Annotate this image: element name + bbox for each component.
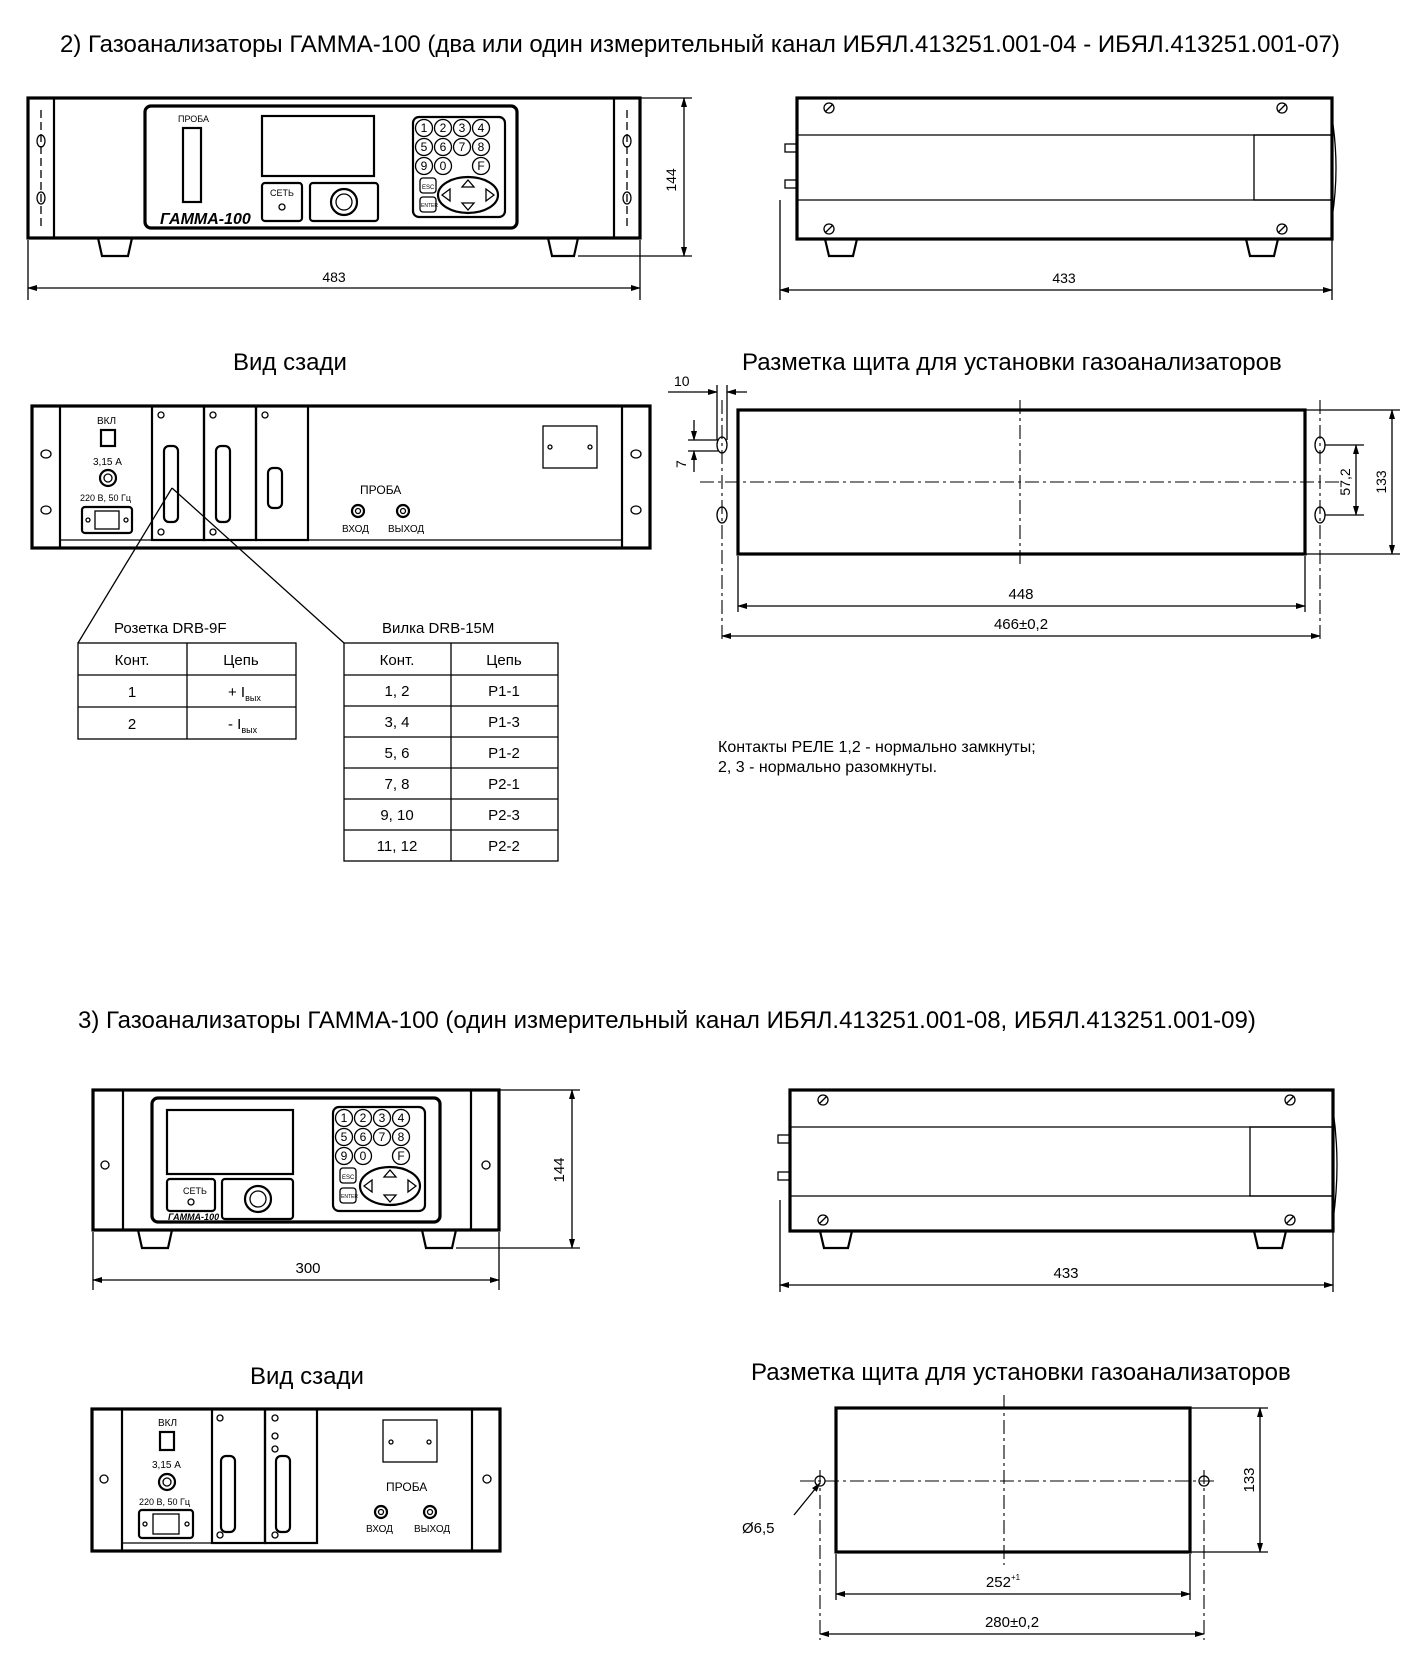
connector-icon bbox=[785, 180, 797, 188]
cover-plate-3 bbox=[383, 1420, 437, 1462]
dim-dia-6-5: Ø6,5 bbox=[742, 1520, 775, 1537]
relay-note-line-2: 2, 3 - нормально разомкнуты. bbox=[718, 759, 938, 776]
dim-144-3: 144 bbox=[551, 1157, 568, 1183]
fuse-holder-icon bbox=[100, 470, 116, 486]
foot-icon bbox=[820, 1231, 852, 1248]
drb-15m-plug-3 bbox=[276, 1456, 290, 1532]
keypad-keys-3 bbox=[336, 1110, 410, 1165]
enter-key-label: ENTER bbox=[421, 203, 438, 209]
foot-icon bbox=[422, 1230, 456, 1248]
esc-key-label: ESC bbox=[422, 185, 435, 191]
keypad-keys bbox=[416, 120, 490, 175]
set-label: СЕТЬ bbox=[270, 188, 294, 198]
keypad-key-label: 1 bbox=[340, 1111, 348, 1125]
keypad-key-label: 4 bbox=[397, 1111, 405, 1125]
socket-table-title: Розетка DRB-9F bbox=[114, 620, 227, 637]
drb-15m-plug bbox=[216, 446, 230, 522]
proba-label-2: ПРОБА bbox=[360, 483, 402, 497]
plug-row-circ: Р2-1 bbox=[488, 776, 520, 793]
keypad-key-label: 6 bbox=[359, 1130, 367, 1144]
dim-466: 466±0,2 bbox=[993, 616, 1049, 633]
gas-outlet-icon bbox=[424, 1506, 436, 1518]
dim-252: $252^{+1}$ bbox=[985, 1573, 1021, 1591]
socket-header-circ: Цепь bbox=[223, 652, 259, 669]
dim-133: 133 bbox=[1373, 470, 1389, 494]
socket-row-2-cont: 2 bbox=[127, 716, 137, 733]
drb-9f-socket-3 bbox=[221, 1456, 235, 1532]
dim-448: 448 bbox=[1008, 586, 1034, 603]
keypad-key-label: 6 bbox=[439, 140, 447, 154]
extra-connector bbox=[268, 468, 282, 508]
gas-outlet-icon bbox=[397, 505, 409, 517]
panel-title-3: Разметка щита для установки газоанализаторов bbox=[751, 1359, 1291, 1386]
arrow-pad bbox=[438, 177, 498, 213]
panel-title-2: Разметка щита для установки газоанализаторов bbox=[742, 349, 1282, 376]
keypad-key-label: 8 bbox=[397, 1130, 405, 1144]
rear-view-2 bbox=[32, 406, 650, 643]
fuse-holder-icon bbox=[159, 1474, 175, 1490]
drb-9f-socket bbox=[164, 446, 178, 522]
side-view-2 bbox=[780, 98, 1336, 300]
plug-row-circ: Р2-3 bbox=[488, 807, 520, 824]
arrow-down-icon bbox=[384, 1195, 396, 1202]
set-label-3: СЕТЬ bbox=[183, 1186, 207, 1196]
panel-cutout-2 bbox=[668, 373, 1400, 640]
dim-7: 7 bbox=[673, 460, 689, 468]
connector-icon bbox=[778, 1135, 790, 1143]
dim-144: 144 bbox=[663, 168, 679, 192]
plug-row-circ: Р1-3 bbox=[488, 714, 520, 731]
panel-cutout-3 bbox=[742, 1395, 1268, 1640]
foot-icon bbox=[138, 1230, 172, 1248]
section2-heading: 2) Газоанализаторы ГАММА-100 (два или один измерительный канал ИБЯЛ.413251.001-04 - ИБЯЛ.413251.001-07) bbox=[60, 31, 1340, 58]
mount-hole-icon bbox=[483, 1475, 491, 1483]
power-rating-label-3: 220 В, 50 Гц bbox=[139, 1497, 191, 1507]
mount-hole-icon bbox=[482, 1161, 490, 1169]
socket-row-1-circ: + $I_{вых}$ bbox=[228, 684, 261, 703]
front-view-3 bbox=[93, 1090, 580, 1290]
knob-icon[interactable] bbox=[245, 1186, 271, 1212]
power-switch[interactable] bbox=[101, 430, 115, 446]
gas-inlet-icon bbox=[375, 1506, 387, 1518]
keypad-key-label: F bbox=[397, 1149, 405, 1163]
keypad-key-label: 9 bbox=[420, 159, 428, 173]
keypad-key-label: 9 bbox=[340, 1149, 348, 1163]
display-screen bbox=[262, 116, 374, 176]
socket-table bbox=[78, 620, 296, 739]
socket-row-1-cont: 1 bbox=[127, 684, 137, 701]
plug-row-cont: 5, 6 bbox=[384, 745, 410, 762]
mount-hole-icon bbox=[100, 1475, 108, 1483]
mount-hole-icon bbox=[41, 450, 51, 458]
vhod-label: ВХОД bbox=[342, 524, 369, 535]
proba-label-3: ПРОБА bbox=[386, 1480, 428, 1494]
rear-title-3: Вид сзади bbox=[250, 1363, 364, 1390]
brand-label: ГАММА-100 bbox=[160, 211, 251, 228]
keypad-key-label: 5 bbox=[340, 1130, 348, 1144]
mount-hole-icon bbox=[41, 506, 51, 514]
arrow-up-icon bbox=[384, 1170, 396, 1177]
vkl-label-3: ВКЛ bbox=[158, 1418, 178, 1429]
keypad-key-label: 2 bbox=[359, 1111, 367, 1125]
arrow-right-icon bbox=[408, 1180, 416, 1192]
fuse-label-3: 3,15 А bbox=[152, 1460, 181, 1471]
keypad-key-label: 0 bbox=[439, 159, 447, 173]
power-switch-3[interactable] bbox=[160, 1432, 174, 1450]
right-rack-ear bbox=[614, 98, 640, 238]
foot-icon bbox=[1254, 1231, 1286, 1248]
keypad-key-label: 4 bbox=[477, 121, 485, 135]
keypad-key-label: 8 bbox=[477, 140, 485, 154]
arrow-down-icon bbox=[462, 203, 474, 210]
keypad-key-label: 1 bbox=[420, 121, 428, 135]
arrow-left-icon bbox=[442, 189, 450, 201]
keypad-key-label: 2 bbox=[439, 121, 447, 135]
plug-table bbox=[344, 620, 558, 861]
socket-header-cont: Конт. bbox=[114, 652, 150, 669]
plug-row-circ: Р1-2 bbox=[488, 745, 520, 762]
foot-icon bbox=[825, 239, 857, 256]
gas-inlet-icon bbox=[352, 505, 364, 517]
sample-window bbox=[183, 128, 201, 202]
plug-header-cont: Конт. bbox=[379, 652, 415, 669]
plug-header-circ: Цепь bbox=[486, 652, 522, 669]
vyhod-label-3: ВЫХОД bbox=[414, 1524, 451, 1535]
foot-icon bbox=[548, 238, 578, 256]
connector-icon bbox=[778, 1172, 790, 1180]
relay-note-line-1: Контакты РЕЛЕ 1,2 - нормально замкнуты; bbox=[718, 739, 1036, 756]
enter-key-label: ENTER bbox=[341, 1194, 358, 1200]
rear-title-2: Вид сзади bbox=[233, 349, 347, 376]
mount-hole-icon bbox=[631, 450, 641, 458]
keypad-key-label: 3 bbox=[458, 121, 466, 135]
mount-hole-icon bbox=[101, 1161, 109, 1169]
plug-row-circ: Р1-1 bbox=[488, 683, 520, 700]
dim-483: 483 bbox=[322, 269, 346, 285]
keypad-key-label: 3 bbox=[378, 1111, 386, 1125]
left-rack-ear bbox=[28, 98, 54, 238]
keypad-key-label: 0 bbox=[359, 1149, 367, 1163]
keypad-key-label: F bbox=[477, 159, 485, 173]
foot-icon bbox=[98, 238, 132, 256]
mount-hole-icon bbox=[631, 506, 641, 514]
vkl-label: ВКЛ bbox=[97, 416, 117, 427]
rear-view-3 bbox=[92, 1409, 500, 1551]
keypad-key-label: 5 bbox=[420, 140, 428, 154]
cover-plate bbox=[543, 426, 597, 468]
socket-row-2-circ: - $I_{вых}$ bbox=[228, 716, 258, 735]
plug-row-circ: Р2-2 bbox=[488, 838, 520, 855]
connector-icon bbox=[785, 144, 797, 152]
arrow-pad-3 bbox=[360, 1167, 420, 1205]
side-view-3 bbox=[778, 1090, 1337, 1292]
arrow-left-icon bbox=[364, 1180, 372, 1192]
plug-row-cont: 3, 4 bbox=[384, 714, 410, 731]
dim-57-2: 57,2 bbox=[1337, 468, 1353, 496]
vhod-label-3: ВХОД bbox=[366, 1524, 393, 1535]
plug-row-cont: 7, 8 bbox=[384, 776, 410, 793]
arrow-right-icon bbox=[486, 189, 494, 201]
display-screen-3 bbox=[167, 1110, 293, 1174]
arrow-up-icon bbox=[462, 180, 474, 187]
knob-icon[interactable] bbox=[331, 189, 357, 215]
power-rating-label: 220 В, 50 Гц bbox=[80, 493, 132, 503]
plug-table-title: Вилка DRB-15M bbox=[382, 620, 495, 637]
keypad-key-label: 7 bbox=[458, 140, 466, 154]
dim-280: 280±0,2 bbox=[984, 1614, 1040, 1631]
fuse-label: 3,15 А bbox=[93, 457, 122, 468]
front-view-2 bbox=[28, 98, 692, 300]
dim-433-3: 433 bbox=[1053, 1265, 1079, 1282]
dim-300: 300 bbox=[295, 1260, 321, 1277]
dim-10: 10 bbox=[674, 373, 690, 389]
section3-heading: 3) Газоанализаторы ГАММА-100 (один измерительный канал ИБЯЛ.413251.001-08, ИБЯЛ.413251.001-09) bbox=[78, 1007, 1256, 1034]
vyhod-label: ВЫХОД bbox=[388, 524, 425, 535]
dim-133-3: 133 bbox=[1241, 1467, 1258, 1493]
plug-row-cont: 11, 12 bbox=[376, 838, 418, 855]
foot-icon bbox=[1246, 239, 1278, 256]
keypad-key-label: 7 bbox=[378, 1130, 386, 1144]
brand-label-3: ГАММА-100 bbox=[168, 1212, 220, 1222]
power-led-icon bbox=[279, 204, 285, 210]
dim-433: 433 bbox=[1052, 270, 1076, 286]
plug-row-cont: 9, 10 bbox=[380, 807, 414, 824]
power-led-icon bbox=[188, 1199, 194, 1205]
proba-label: ПРОБА bbox=[178, 114, 209, 124]
plug-row-cont: 1, 2 bbox=[384, 683, 410, 700]
esc-key-label: ESC bbox=[342, 1175, 355, 1181]
